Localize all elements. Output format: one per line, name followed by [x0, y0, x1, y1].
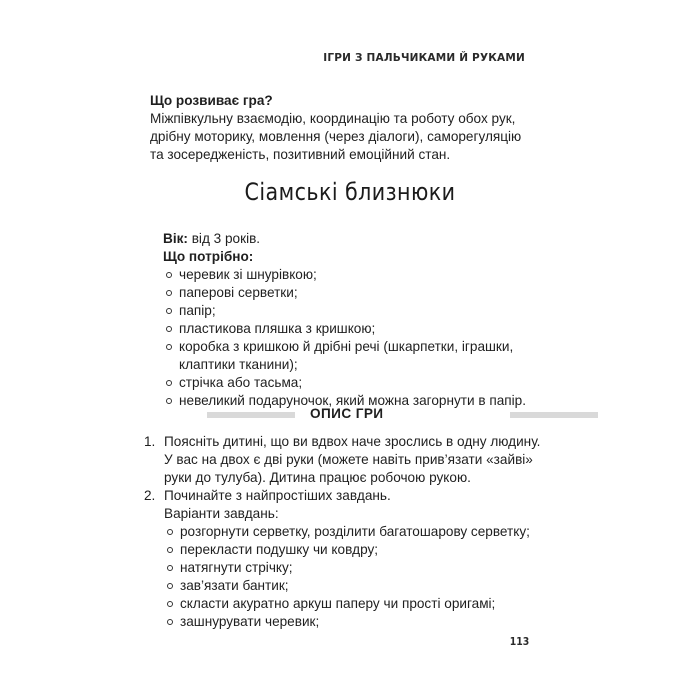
step-line: руки до тулуба). Дитина працює робочою рукою. [164, 470, 471, 485]
age-label: Вік: [163, 231, 188, 246]
needed-label: Що потрібно: [163, 249, 254, 264]
list-item: невеликий подаруночок, який можна загорнути в папір. [163, 392, 543, 410]
step-number: 2. [144, 488, 156, 503]
step-number: 1. [144, 434, 156, 449]
game-title: Сіамські близнюки [244, 178, 456, 206]
step-line: У вас на двох є дві руки (можете навіть прив’язати «зайві» [164, 452, 533, 467]
list-item: папір; [163, 302, 543, 320]
section-title: ОПИС ГРИ [310, 406, 384, 421]
running-header: ІГРИ З ПАЛЬЧИКАМИ Й РУКАМИ [323, 52, 525, 64]
bullet-icon [166, 272, 172, 278]
bullet-icon [167, 583, 173, 589]
bullet-icon [166, 326, 172, 332]
list-item: пластикова пляшка з кришкою; [163, 320, 543, 338]
step-item [144, 433, 544, 487]
list-item-continuation: клаптики тканини); [179, 357, 298, 372]
list-item: стрічка або тасьма; [163, 374, 543, 392]
bullet-icon [167, 565, 173, 571]
divider-left [207, 412, 295, 418]
divider-right [510, 412, 598, 418]
list-item: зав’язати бантик; [164, 577, 544, 595]
section-heading [200, 404, 400, 424]
bullet-icon [166, 308, 172, 314]
info-block [163, 230, 543, 410]
tasks-list [164, 523, 544, 631]
age-line [163, 230, 543, 248]
list-item: перекласти подушку чи ковдру; [164, 541, 544, 559]
bullet-icon [166, 290, 172, 296]
list-item: зашнурувати черевик; [164, 613, 544, 631]
list-item: розгорнути серветку, розділити багатошарову серветку; [164, 523, 544, 541]
step-item [144, 487, 544, 631]
bullet-icon [167, 529, 173, 535]
bullet-icon [166, 380, 172, 386]
bullet-icon [167, 601, 173, 607]
bullet-icon [166, 344, 172, 350]
intro-line: Міжпівкульну взаємодію, координацію та роботу обох рук, [150, 111, 516, 126]
bullet-icon [166, 398, 172, 404]
step-line: Поясніть дитині, що ви вдвох наче зрослись в одну людину. [164, 434, 541, 449]
intro-line: та зосередженість, позитивний емоційний стан. [150, 147, 451, 162]
bullet-icon [167, 619, 173, 625]
intro-line: дрібну моторику, мовлення (через діалоги), саморегуляцію [150, 129, 522, 144]
list-item: черевик зі шнурівкою; [163, 266, 543, 284]
list-item: паперові серветки; [163, 284, 543, 302]
list-item: скласти акуратно аркуш паперу чи прості оригамі; [164, 595, 544, 613]
step-line: Починайте з найпростіших завдань. [164, 488, 391, 503]
list-item: натягнути стрічку; [164, 559, 544, 577]
age-value: від 3 років. [187, 231, 261, 246]
intro-question: Що розвиває гра? [150, 93, 273, 108]
page-number: 113 [509, 635, 530, 648]
intro-block [150, 92, 550, 164]
list-item: коробка з кришкою й дрібні речі (шкарпетки, іграшки, [163, 338, 543, 356]
needed-list [163, 266, 543, 410]
steps-block [144, 433, 544, 631]
step-line: Варіанти завдань: [164, 506, 279, 521]
bullet-icon [167, 547, 173, 553]
